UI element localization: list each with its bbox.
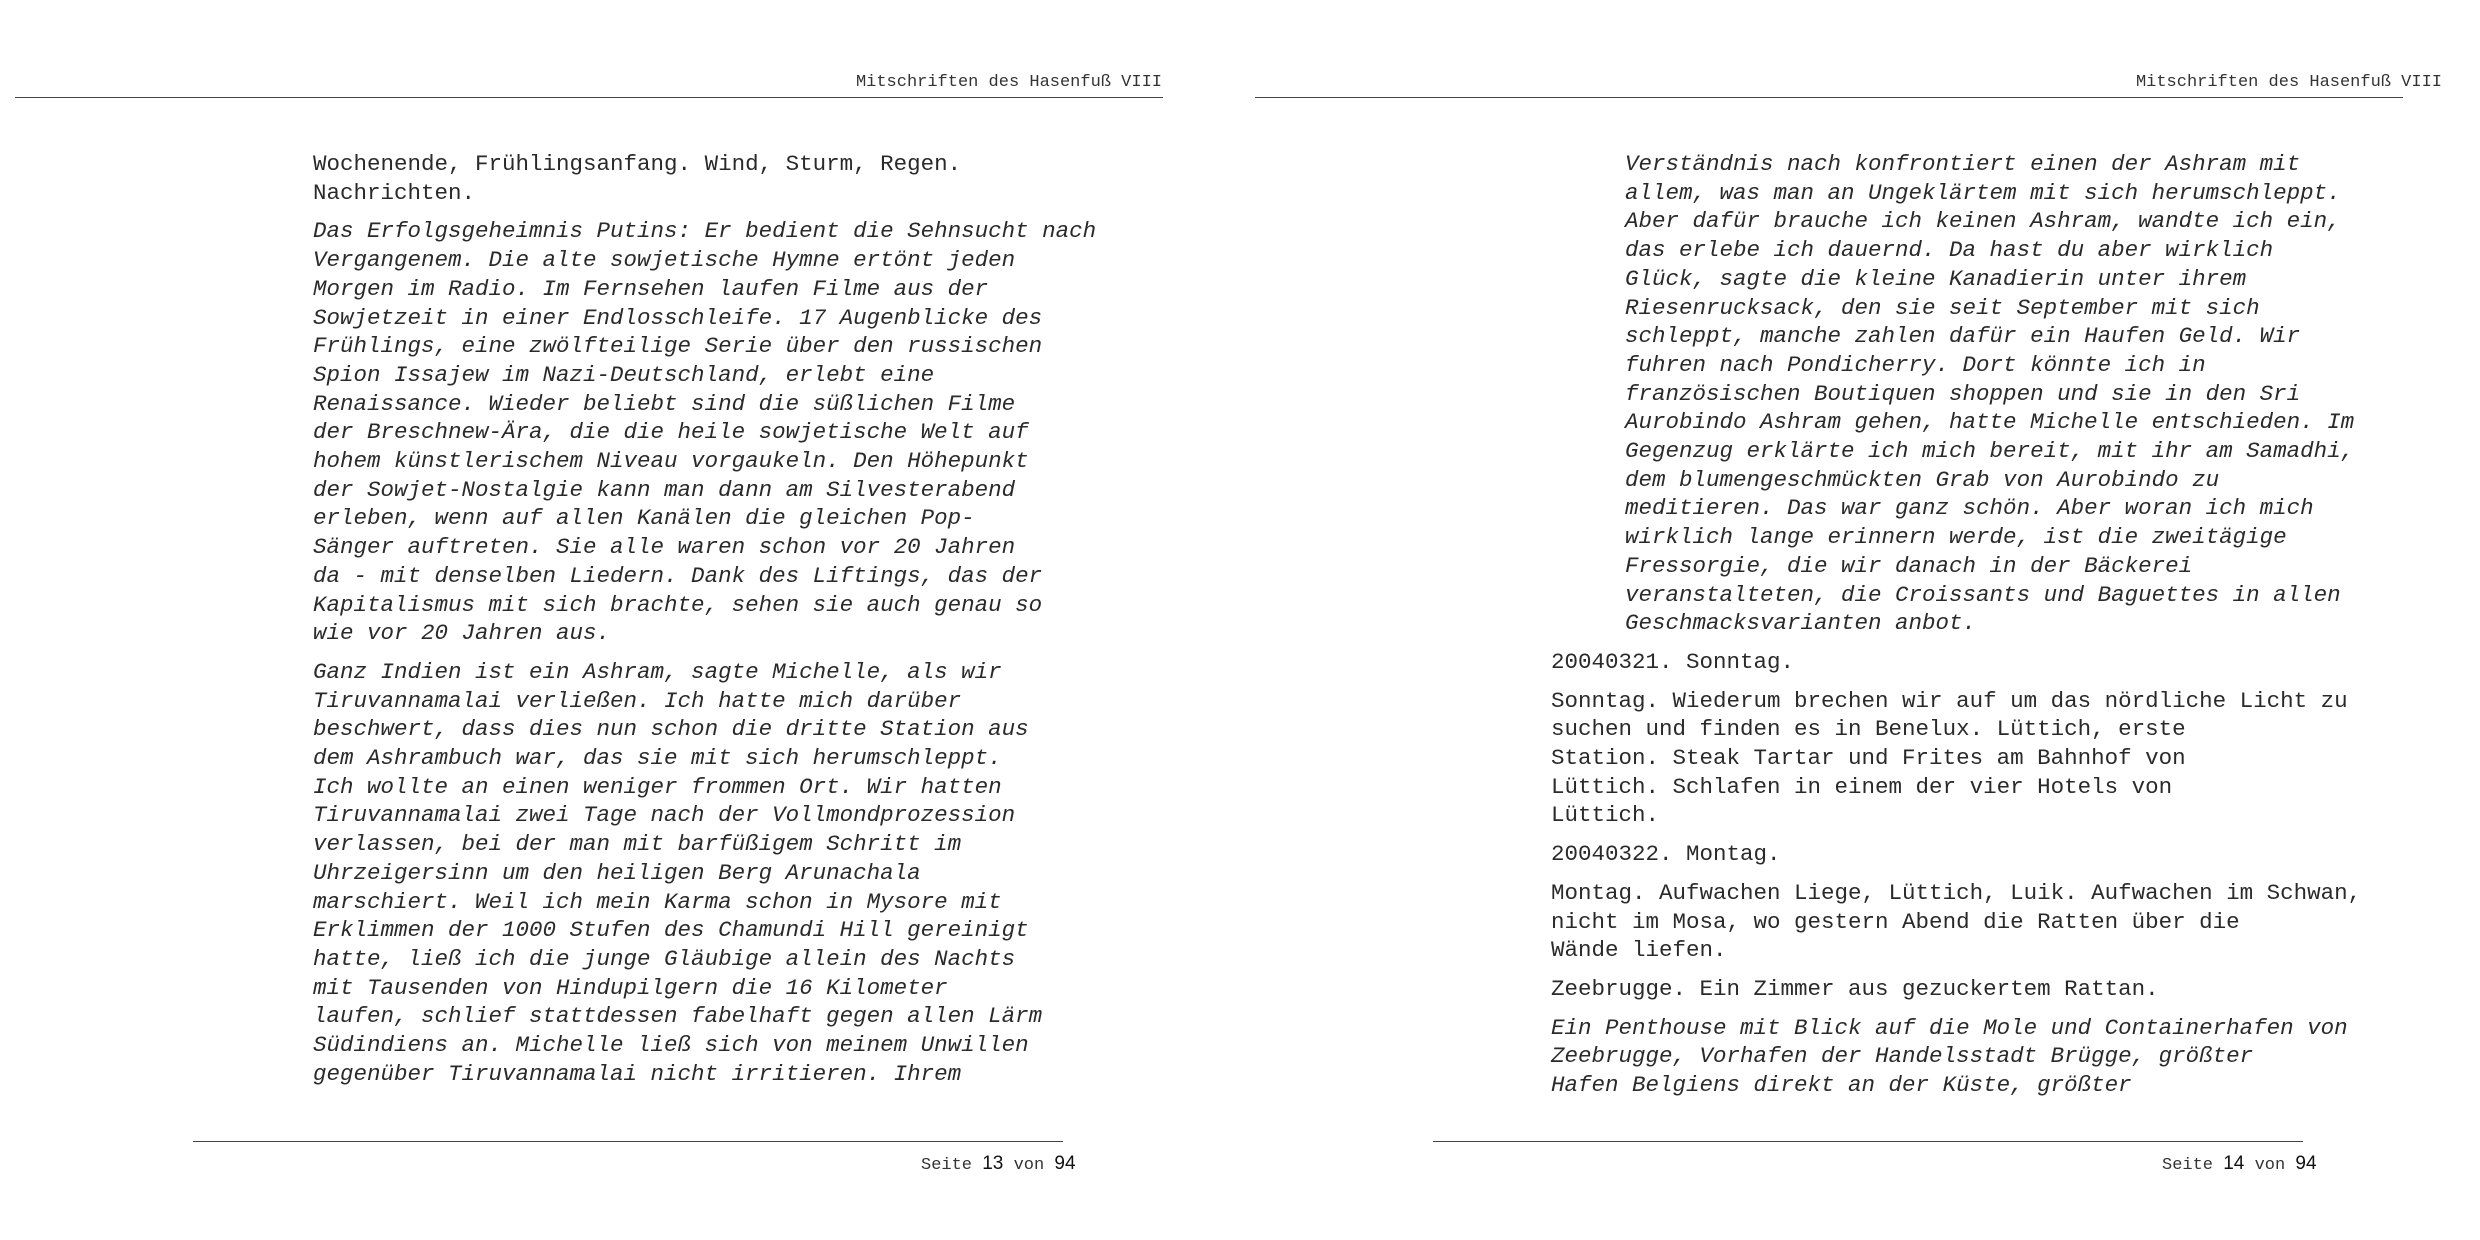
running-header: Mitschriften des Hasenfuß VIII (855, 73, 1162, 92)
text-line: Ganz Indien ist ein Ashram, sagte Michelle, als wir (313, 658, 1002, 685)
text-line: Station. Steak Tartar und Frites am Bahnhof von (1551, 745, 2186, 772)
text-line: Tiruvannamalai zwei Tage nach der Vollmondprozession (313, 802, 1016, 829)
paragraph-weekend (313, 150, 1113, 207)
text-line: erleben, wenn auf allen Kanälen die gleichen Pop- (313, 505, 975, 532)
text-line: dem Ashrambuch war, das sie mit sich herumschleppt. (313, 745, 1002, 772)
text-line: Sänger auftreten. Sie alle waren schon vor 20 Jahren (313, 534, 1016, 561)
text-line: Sonntag. Wiederum brechen wir auf um das nördliche Licht zu (1551, 687, 2348, 714)
page-footer (2162, 1153, 2317, 1175)
text-line: Zeebrugge, Vorhafen der Handelsstadt Brügge, größter (1551, 1043, 2254, 1070)
text-line: allem, was man an Ungeklärtem mit sich herumschleppt. (1625, 179, 2341, 206)
text-line: 20040322. Montag. (1551, 841, 1781, 868)
text-line: hohem künstlerischem Niveau vorgaukeln. Den Höhepunkt (313, 448, 1029, 475)
footer-rule (193, 1141, 1063, 1142)
paragraph-indien (313, 658, 1113, 1089)
footer-seite-label: Seite (2162, 1156, 2214, 1175)
text-line: Sowjetzeit in einer Endlosschleife. 17 Augenblicke des (313, 304, 1043, 331)
text-line: laufen, schlief stattdessen fabelhaft gegen allen Lärm (313, 1003, 1043, 1030)
date-entry-20040322 (1551, 840, 2371, 869)
total-pages: 94 (2295, 1153, 2317, 1174)
text-line: Ein Penthouse mit Blick auf die Mole und Containerhafen von (1551, 1014, 2348, 1041)
text-line: verlassen, bei der man mit barfüßigem Schritt im (313, 831, 962, 858)
header-rule (1255, 97, 2403, 98)
page-number: 14 (2223, 1153, 2245, 1174)
text-line: Verständnis nach konfrontiert einen der Ashram mit (1625, 151, 2301, 177)
paragraph-putin (313, 217, 1113, 648)
text-line: Ich wollte an einen weniger frommen Ort. Wir hatten (313, 773, 1002, 800)
page-number: 13 (982, 1153, 1004, 1174)
date-entry-20040321 (1551, 648, 2371, 677)
page-14 (1255, 0, 2480, 1240)
page-footer (921, 1153, 1076, 1175)
text-line: Glück, sagte die kleine Kanadierin unter ihrem (1625, 265, 2247, 292)
text-line: Lüttich. (1551, 802, 1660, 829)
text-line: beschwert, dass dies nun schon die dritte Station aus (313, 716, 1029, 743)
text-line: Frühlings, eine zwölfteilige Serie über den russischen (313, 333, 1043, 360)
footer-von-label: von (2254, 1156, 2286, 1175)
text-line: Wochenende, Frühlingsanfang. Wind, Sturm, Regen. (313, 151, 962, 177)
text-line: mit Tausenden von Hindupilgern die 16 Kilometer (313, 974, 948, 1001)
text-line: Zeebrugge. Ein Zimmer aus gezuckertem Rattan. (1551, 975, 2159, 1002)
text-line: Erklimmen der 1000 Stufen des Chamundi Hill gereinigt (313, 917, 1029, 944)
text-line: Wände liefen. (1551, 937, 1727, 964)
footer-seite-label: Seite (921, 1156, 973, 1175)
text-line: meditieren. Das war ganz schön. Aber woran ich mich (1625, 495, 2314, 522)
text-line: Nachrichten. (313, 179, 476, 206)
text-line: Tiruvannamalai verließen. Ich hatte mich darüber (313, 687, 962, 714)
running-header: Mitschriften des Hasenfuß VIII (2135, 73, 2442, 92)
text-line: Uhrzeigersinn um den heiligen Berg Arunachala (313, 859, 921, 886)
text-line: Aurobindo Ashram gehen, hatte Michelle entschieden. Im (1625, 409, 2355, 436)
header-rule (15, 97, 1163, 98)
text-line: wie vor 20 Jahren aus. (313, 620, 611, 647)
footer-rule (1433, 1141, 2303, 1142)
text-line: Kapitalismus mit sich brachte, sehen sie auch genau so (313, 591, 1043, 618)
text-line: da - mit denselben Liedern. Dank des Liftings, das der (313, 562, 1043, 589)
body-text (313, 150, 1113, 1099)
text-line: Südindiens an. Michelle ließ sich von meinem Unwillen (313, 1032, 1029, 1059)
text-line: das erlebe ich dauernd. Da hast du aber wirklich (1625, 237, 2274, 264)
body-text (1551, 150, 2371, 1110)
text-line: der Sowjet-Nostalgie kann man dann am Silvesterabend (313, 476, 1016, 503)
text-line: Morgen im Radio. Im Fernsehen laufen Filme aus der (313, 275, 989, 302)
text-line: Gegenzug erklärte ich mich bereit, mit ihr am Samadhi, (1625, 438, 2355, 465)
text-line: fuhren nach Pondicherry. Dort könnte ich in (1625, 351, 2206, 378)
paragraph-sonntag (1551, 687, 2371, 831)
text-line: suchen und finden es in Benelux. Lüttich, erste (1551, 716, 2186, 743)
text-line: Geschmacksvarianten anbot. (1625, 610, 1977, 637)
text-line: Hafen Belgiens direkt an der Küste, größter (1551, 1072, 2132, 1099)
text-line: wirklich lange erinnern werde, ist die zweitägige (1625, 524, 2287, 551)
text-line: Lüttich. Schlafen in einem der vier Hotels von (1551, 773, 2173, 800)
footer-von-label: von (1013, 1156, 1045, 1175)
text-line: nicht im Mosa, wo gestern Abend die Ratten über die (1551, 908, 2240, 935)
text-line: Das Erfolgsgeheimnis Putins: Er bedient die Sehnsucht nach (313, 218, 1097, 245)
total-pages: 94 (1054, 1153, 1076, 1174)
text-line: Montag. Aufwachen Liege, Lüttich, Luik. Aufwachen im Schwan, (1551, 879, 2362, 906)
text-line: Vergangenem. Die alte sowjetische Hymne ertönt jeden (313, 247, 1016, 274)
text-line: Renaissance. Wieder beliebt sind die süßlichen Filme (313, 390, 1016, 417)
text-line: marschiert. Weil ich mein Karma schon in Mysore mit (313, 888, 1002, 915)
paragraph-zeebrugge (1551, 975, 2371, 1004)
text-line: Riesenrucksack, den sie seit September mit sich (1625, 294, 2260, 321)
text-line: Spion Issajew im Nazi-Deutschland, erlebt eine (313, 361, 935, 388)
text-line: gegenüber Tiruvannamalai nicht irritieren. Ihrem (313, 1060, 962, 1087)
text-line: Aber dafür brauche ich keinen Ashram, wandte ich ein, (1625, 208, 2341, 235)
text-line: veranstalteten, die Croissants und Baguettes in allen (1625, 581, 2341, 608)
paragraph-ashram-continued (1551, 150, 2371, 638)
text-line: Fressorgie, die wir danach in der Bäckerei (1625, 552, 2193, 579)
paragraph-montag (1551, 879, 2371, 965)
text-line: französischen Boutiquen shoppen und sie in den Sri (1625, 380, 2301, 407)
text-line: hatte, ließ ich die junge Gläubige allein des Nachts (313, 945, 1016, 972)
text-line: 20040321. Sonntag. (1551, 648, 1795, 675)
text-line: der Breschnew-Ära, die die heile sowjetische Welt auf (313, 419, 1029, 446)
paragraph-penthouse (1551, 1014, 2371, 1100)
text-line: dem blumengeschmückten Grab von Aurobindo zu (1625, 466, 2220, 493)
text-line: schleppt, manche zahlen dafür ein Haufen Geld. Wir (1625, 323, 2301, 350)
